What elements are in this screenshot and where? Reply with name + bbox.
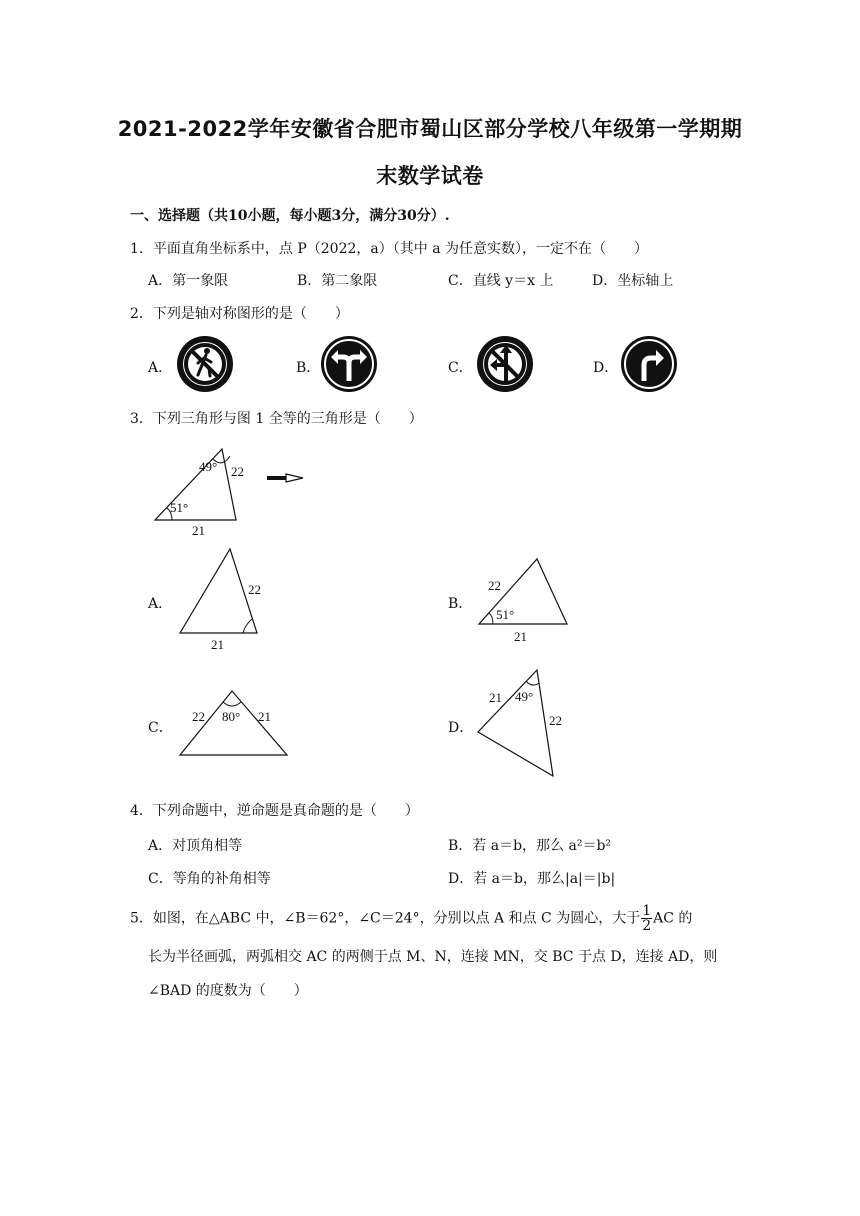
q3-option-c: C．	[148, 720, 173, 736]
q5-line1-end: AC 的	[653, 910, 693, 927]
q1-option-a: A．第一象限	[148, 273, 229, 289]
fig1-side-right: 22	[231, 464, 244, 479]
q3d-side-left: 21	[489, 690, 502, 705]
fig1-angle-top: 49°	[199, 459, 218, 474]
q3a-side-right: 22	[248, 582, 261, 597]
question-5-line1	[130, 904, 692, 933]
q4-option-c: C．等角的补角相等	[148, 871, 271, 887]
question-5-line2: 长为半径画弧，两弧相交 AC 的两侧于点 M、N，连接 MN，交 BC 于点 D，连接 AD，则	[148, 949, 718, 965]
section-heading: 一、选择题（共10小题，每小题3分，满分30分）.	[130, 208, 450, 224]
q3a-side-bottom: 21	[211, 637, 224, 652]
q3d-side-right: 22	[549, 713, 562, 728]
q4-option-d: D．若 a＝b，那么|a|＝|b|	[448, 871, 616, 887]
question-4: 4．下列命题中，逆命题是真命题的是（ ）	[130, 803, 419, 819]
q1-option-c: C．直线 y＝x 上	[448, 273, 554, 289]
q3-option-b: B．	[448, 596, 473, 612]
q2-option-b: B．	[296, 360, 321, 376]
q4-option-b: B．若 a＝b，那么 a²＝b²	[448, 838, 612, 854]
page-title-line1: 2021-2022学年安徽省合肥市蜀山区部分学校八年级第一学期期	[117, 117, 743, 141]
q5-frac-num: 1	[642, 903, 652, 919]
left-right-turn-sign-icon	[320, 335, 378, 393]
fig1-angle-left: 51°	[170, 500, 189, 515]
q3b-angle: 51°	[496, 607, 515, 622]
q3-option-a: A．	[148, 596, 173, 612]
q5-fraction	[641, 904, 652, 933]
no-pedestrian-sign-icon	[176, 335, 234, 393]
q1-option-b: B．第二象限	[297, 273, 378, 289]
page-title-line2: 末数学试卷	[376, 164, 484, 188]
question-5-line3: ∠BAD 的度数为（ ）	[148, 983, 308, 999]
q3d-angle: 49°	[515, 689, 534, 704]
question-1: 1．平面直角坐标系中，点 P（2022，a）（其中 a 为任意实数），一定不在（ ）	[130, 241, 648, 257]
q3b-side-left: 22	[488, 578, 501, 593]
figure-1-triangle	[150, 440, 320, 540]
q3c-angle: 80°	[222, 709, 241, 724]
q5-frac-den: 2	[642, 918, 652, 934]
q3-option-d: D．	[448, 720, 474, 736]
no-left-straight-sign-icon	[476, 335, 534, 393]
q5-line1-start: 5．如图，在△ABC 中，∠B＝62°，∠C＝24°，分别以点 A 和点 C 为圆心，大于	[130, 910, 641, 927]
fig1-side-bottom: 21	[192, 523, 205, 538]
q3c-side-right: 21	[258, 709, 271, 724]
right-turn-sign-icon	[620, 335, 678, 393]
question-2: 2．下列是轴对称图形的是（ ）	[130, 306, 349, 322]
q3b-side-bottom: 21	[514, 629, 527, 644]
q2-option-c: C．	[448, 360, 473, 376]
q3c-side-left: 22	[192, 709, 205, 724]
q4-option-a: A．对顶角相等	[148, 838, 243, 854]
q1-option-d: D．坐标轴上	[592, 273, 674, 289]
question-3: 3．下列三角形与图 1 全等的三角形是（ ）	[130, 411, 423, 427]
q2-option-d: D．	[593, 360, 619, 376]
q2-option-a: A．	[148, 360, 173, 376]
